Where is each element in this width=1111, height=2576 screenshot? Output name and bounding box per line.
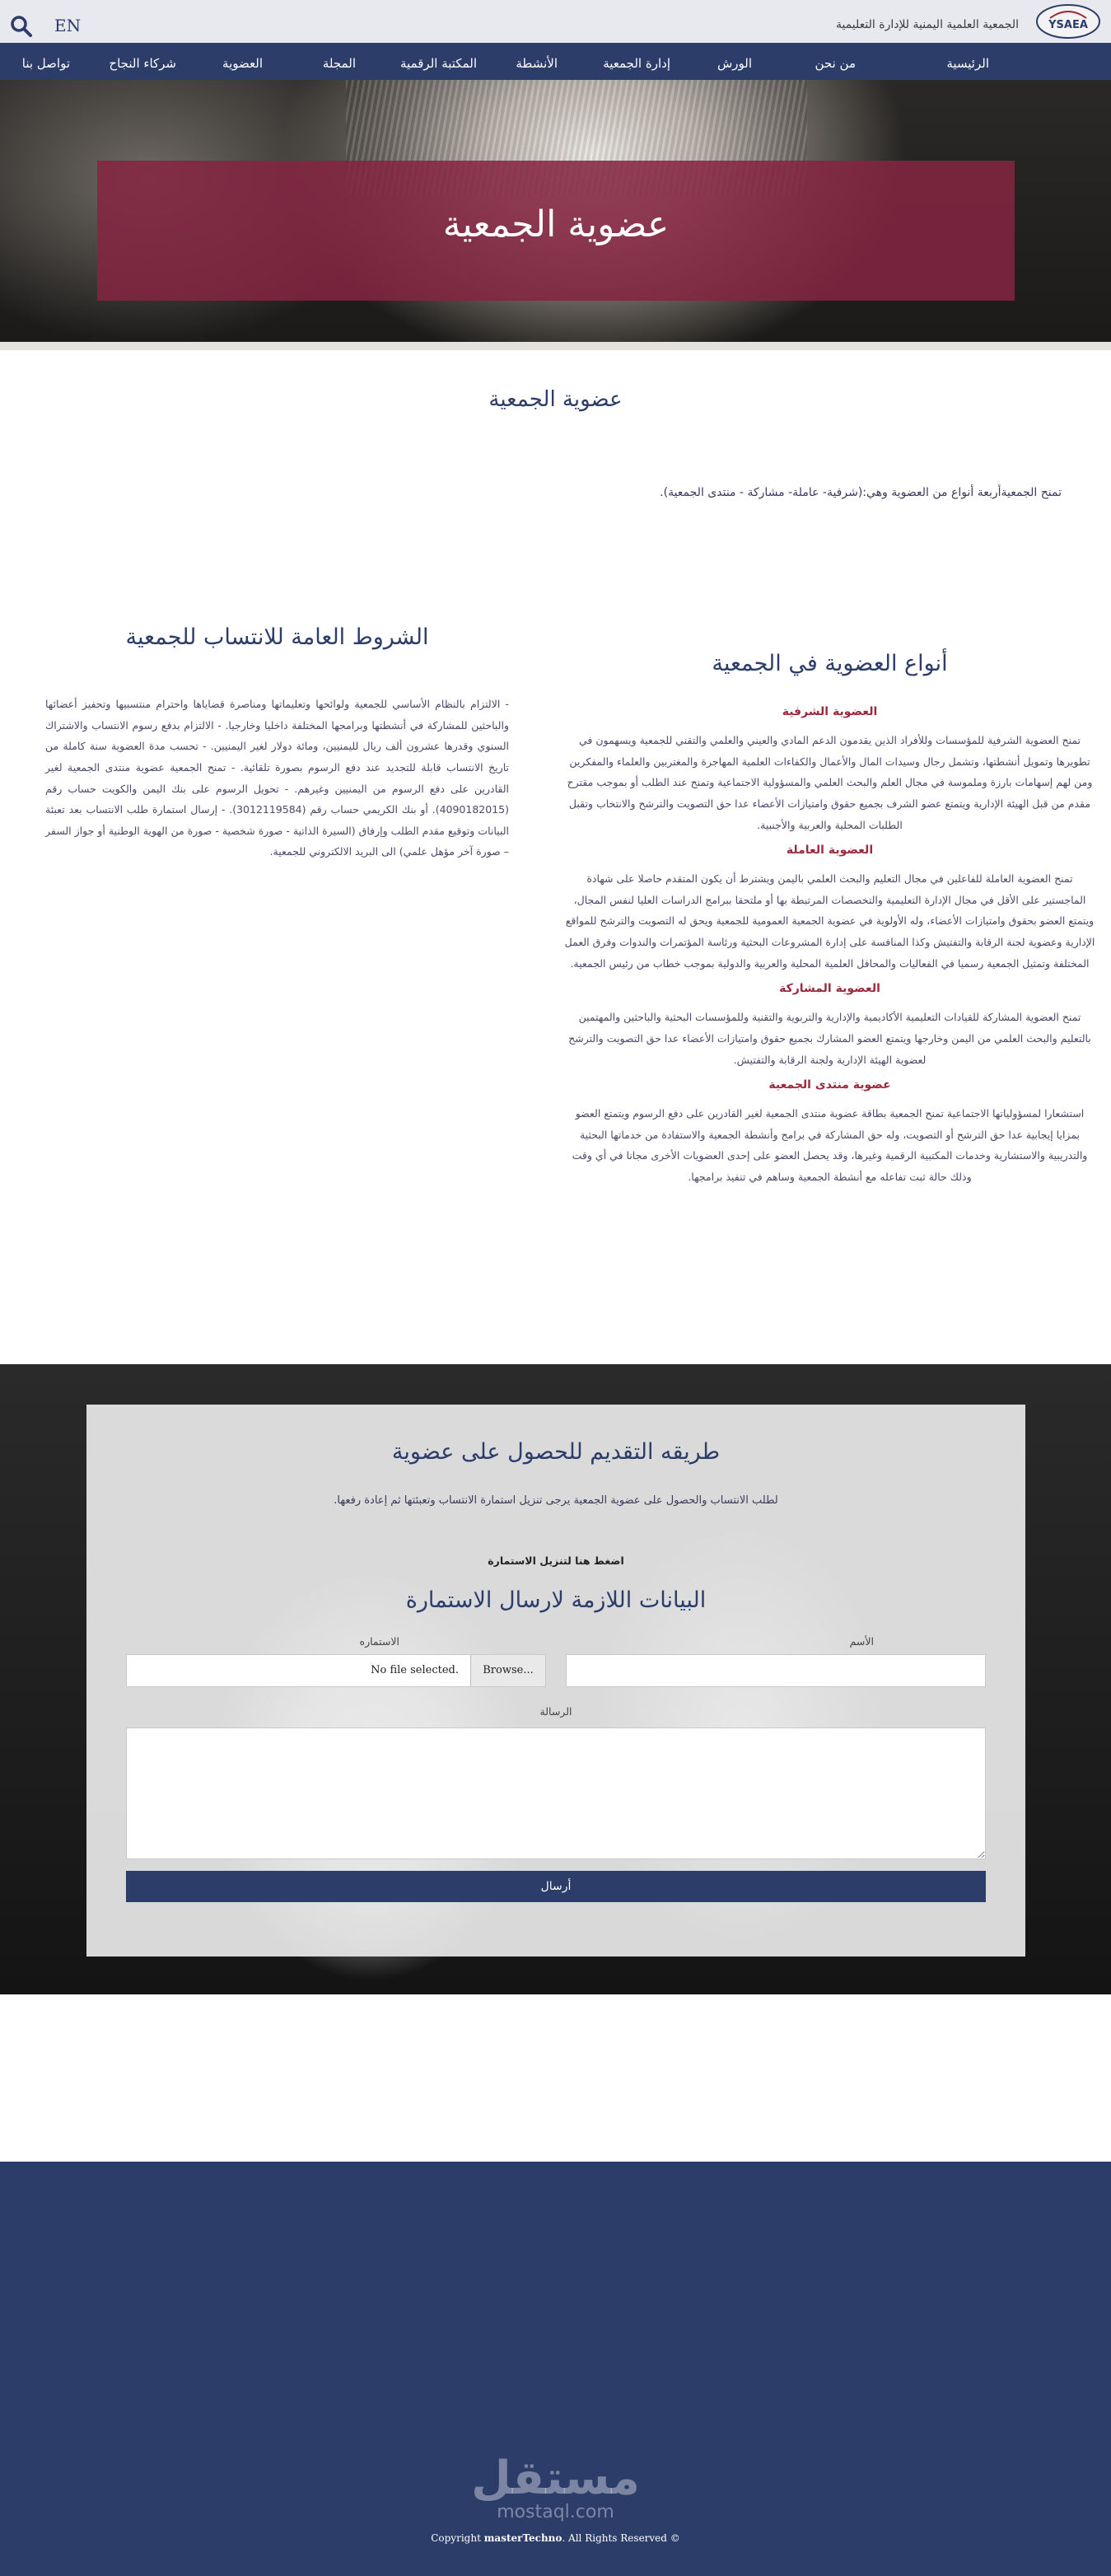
logo[interactable] bbox=[1035, 3, 1101, 40]
application-section bbox=[0, 1364, 1111, 1994]
file-label: الاستماره bbox=[359, 1635, 399, 1648]
copyright-suffix: . All Rights Reserved © bbox=[562, 2532, 680, 2544]
membership-type-heading: العضوية المشاركة bbox=[779, 982, 880, 996]
search-icon[interactable] bbox=[10, 15, 33, 38]
file-upload-field[interactable] bbox=[126, 1654, 546, 1687]
nav-item-home[interactable]: الرئيسية bbox=[946, 56, 989, 71]
submit-button[interactable]: أرسال bbox=[126, 1871, 986, 1902]
nav-item-library[interactable]: المكتبة الرقمية bbox=[400, 56, 477, 71]
copyright-prefix: Copyright bbox=[431, 2532, 484, 2544]
hero-bottom-strip bbox=[0, 342, 1111, 350]
hero-title: عضوية الجمعية bbox=[442, 203, 670, 245]
membership-types-title: أنواع العضوية في الجمعية bbox=[712, 651, 948, 676]
name-label: الأسم bbox=[849, 1635, 874, 1648]
copyright-brand: masterTechno bbox=[483, 2532, 563, 2544]
conditions-title: الشروط العامة للانتساب للجمعية bbox=[125, 624, 429, 650]
section-title: عضوية الجمعية bbox=[488, 387, 623, 412]
logo-text: YSAEA bbox=[1048, 19, 1088, 31]
hero-title-panel bbox=[97, 161, 1015, 301]
name-input[interactable] bbox=[566, 1654, 986, 1687]
conditions-text: - الالتزام بالنظام الأساسي للجمعية ولوائحها وتعليماتها ومناصرة قضاياها واحترام منتسبيها وتحفيز أعضائها والباحثين للمشاركة في أنشطتها وبرامجها المختلفة داخليا وخارجيا. - الالتزام بدفع رسوم الانتساب والاشتراك السنوي وقدرها عشرون ألف ريال لليمنيين، ومائة دولار لغير اليمنيين. - تحسب مدة العضوية سنة كاملة من تاريخ الانتساب قابلة للتجديد عند دفع الرسوم بصورة تلقائية. - تمنح الجمعية عضوية منتدى الجمعية لغير القادرين على دفع الرسوم من اليمنيين وغيرهم. - تحويل الرسوم على بنك اليمن والكويت حساب رقم (4090182015). أو بنك الكريمي حساب رقم (3012119584). - إرسال استمارة طلب الانتساب بعد تعبئة البيانات وتوقيع مقدم الطلب وإرفاق (السيرة الذاتية - صورة شخصية - صورة من الهوية الوطنية أو جواز السفر – صورة آخر مؤهل علمي) الى البريد الالكتروني للجمعية. bbox=[45, 698, 509, 858]
footer-copyright bbox=[0, 2532, 1111, 2544]
message-label: الرسالة bbox=[539, 1705, 572, 1718]
top-bar bbox=[0, 0, 1111, 43]
application-card bbox=[86, 1405, 1025, 1957]
membership-type-text: استشعارا لمسؤولياتها الاجتماعية تمنح الجمعية بطاقة عضوية منتدى الجمعية لغير القادرين على دفع الرسوم ويتمتع العضو بمزايا إيجابية عدا حق الترشح أو التصويت، وله حق المشاركة في برامج وأنشطة الجمعية والاستفادة من خدماتها البحثية والتدريبية والاستشارية وخدمات المكتبية الرقمية وغيرها، وقد يحصل العضو على إحدى العضويات الأخرى مجانا في أي وقت وذلك حالة ثبت تفاعله مع أنشطة الجمعية وساهم في تنفيذ برامجها. bbox=[572, 1107, 1088, 1183]
nav-item-workshops[interactable]: الورش bbox=[717, 56, 752, 71]
nav-item-about[interactable]: من نحن bbox=[815, 56, 856, 71]
section-intro: تمنح الجمعيةأربعة أنواع من العضوية وهي:(شرفية- عاملة- مشاركة - منتدى الجمعية). bbox=[660, 486, 1062, 499]
browse-button[interactable]: Browse... bbox=[470, 1655, 545, 1686]
membership-type-text: تمنح العضوية المشاركة للقيادات التعليمية الأكاديمية والإدارية والتربوية والتقنية وللمؤسسات البحثية والباحثين والمهتمين بالتعليم والبحث العلمي من اليمن وخارجها ويتمتع العضو المشارك بجميع حقوق وامتيازات الأعضاء عدا حق التصويت والترشح لعضوية الهيئة الإدارية ولجنة الرقابة والتفتيش. bbox=[568, 1011, 1091, 1066]
application-title: طريقه التقديم للحصول على عضوية bbox=[391, 1439, 721, 1465]
nav-item-journal[interactable]: المجلة bbox=[322, 56, 356, 71]
form-title: البيانات اللازمة لارسال الاستمارة bbox=[405, 1587, 707, 1613]
footer-brand-logo: مستقل bbox=[471, 2452, 640, 2505]
message-textarea[interactable] bbox=[126, 1727, 986, 1859]
nav-item-management[interactable]: إدارة الجمعية bbox=[603, 56, 670, 71]
membership-type-heading: عضوية منتدى الجمعية bbox=[768, 1078, 891, 1092]
application-description: لطلب الانتساب والحصول على عضوية الجمعية يرجى تنزيل استمارة الانتساب وتعبئتها ثم إعادة رفعها. bbox=[334, 1494, 778, 1507]
membership-type-text: تمنح العضوية الشرفية للمؤسسات وللأفراد الذين يقدمون الدعم المادي والعيني والعلمي والتقني للجمعية ويسهمون في تطويرها وتمويل أنشطتها، وتشمل رجال وسيدات المال والأعمال والكفاءات العلمية المهاجرة والمغتربين والعلماء والمفكرين ومن لهم إسهامات بارزة وملموسة في مجال العلم والبحث العلمي والمسؤولية الاجتماعية وتمنح عند الطلب أو بموجب مقترح مقدم من قبل الهيئة الإدارية ويتمتع عضو الشرف بجميع حقوق وامتيازات الأعضاء عدا حق التصويت والترشح والانتخاب وتقبل الطلبات المحلية والعربية والأجنبية. bbox=[567, 734, 1093, 831]
file-status: No file selected. bbox=[371, 1664, 459, 1676]
membership-type-heading: العضوية العاملة bbox=[786, 844, 874, 858]
footer-brand-domain: mostaql.com bbox=[497, 2502, 614, 2522]
nav-item-activities[interactable]: الأنشطة bbox=[516, 56, 558, 71]
nav-item-partners[interactable]: شركاء النجاح bbox=[109, 56, 176, 71]
nav-item-contact[interactable]: تواصل بنا bbox=[21, 56, 70, 71]
organization-name: الجمعية العلمية اليمنية للإدارة التعليمية bbox=[835, 18, 1019, 31]
main-navigation bbox=[0, 43, 1111, 80]
membership-type-text: تمنح العضوية العاملة للفاعلين في مجال التعليم والبحث العلمي باليمن ويشترط أن يكون المتقدم حاصلا على شهادة الماجستير على الأقل في مجال الإدارة التعليمية والتخصصات المرتبطة بها أو ملتحقا ببرامج الدراسات العليا لنفس المجال، ويتمتع العضو بحقوق وامتيازات الأعضاء، وله الأولوية في عضوية الجمعية العمومية للجمعية ويحق له التصويت والترشح للمواقع الإدارية وعضوية لجنة الرقابة والتفتيش وكذا المنافسة على إدارة المشروعات البحثية ورئاسة المؤتمرات والندوات وفرق العمل المختلفة وتمثيل الجمعية رسميا في الفعاليات والمحافل العلمية المحلية والعربية والدولية بموجب خطاب من رئيس الجمعية. bbox=[564, 872, 1095, 970]
nav-item-membership[interactable]: العضوية bbox=[222, 56, 263, 71]
hero-banner bbox=[0, 80, 1111, 350]
footer bbox=[0, 2162, 1111, 2576]
membership-types-list bbox=[564, 705, 1095, 1196]
download-form-link[interactable]: اضغط هنا لتنزيل الاستمارة bbox=[488, 1554, 624, 1567]
language-switch-link[interactable]: EN bbox=[54, 16, 82, 35]
membership-type-heading: العضوية الشرفية bbox=[782, 705, 878, 718]
